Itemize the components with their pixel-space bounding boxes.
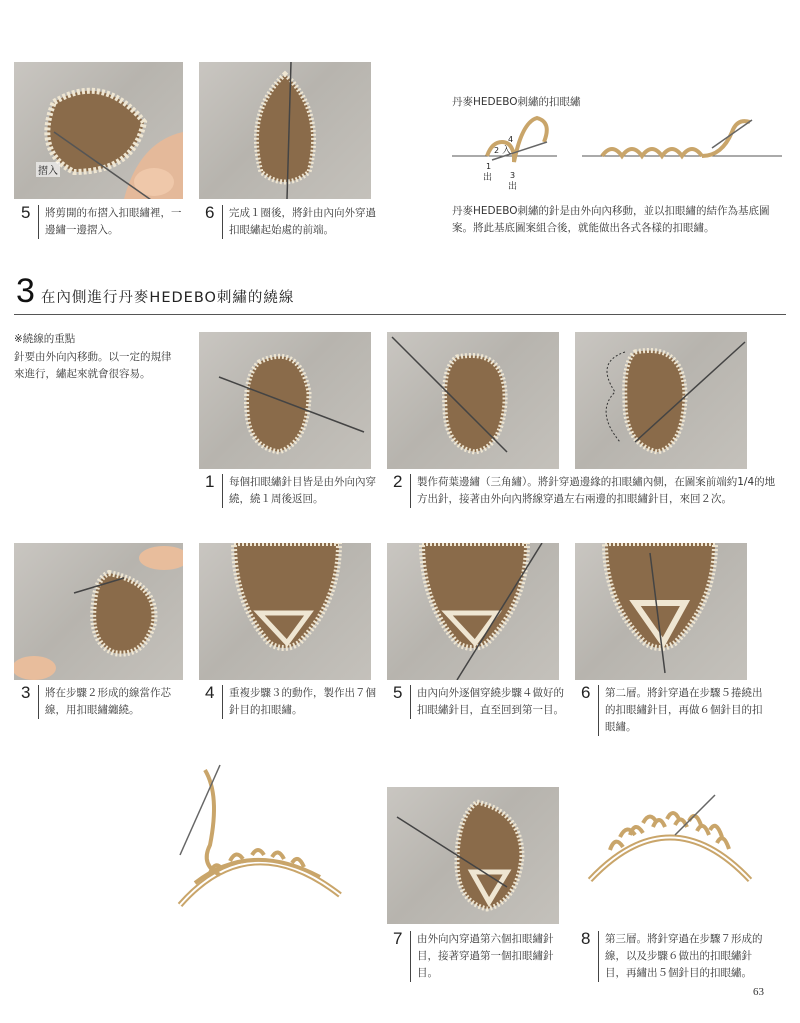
note-body: 針要由外向內移動。以一定的規律來進行，繡起來就會很容易。 <box>14 351 172 380</box>
step-number: 4 <box>205 683 215 702</box>
diagram-description: 丹麥HEDEBO刺繡的針是由外向內移動，並以扣眼繡的結作為基底圖案。將此基底圖案組合後，就能做出各式各樣的扣眼繡。 <box>452 205 770 234</box>
step-2 <box>393 472 781 508</box>
step-8 <box>581 929 767 982</box>
step-text: 由內向外逐個穿繞步驟４做好的扣眼繡針目，直至回到第一目。 <box>417 687 564 716</box>
step-text: 第三層。將針穿過在步驟７形成的線，以及步驟６做出的扣眼繡針目，再繡出５個針目的扣眼繡。 <box>605 933 763 979</box>
stitch-diagram-right <box>575 775 765 925</box>
step-number: 5 <box>21 203 31 222</box>
step-number: 6 <box>205 203 215 222</box>
step-number: 1 <box>205 472 215 491</box>
step-5 <box>393 683 567 719</box>
photo-step-2b <box>575 332 747 469</box>
page-number: 63 <box>753 986 764 998</box>
photo-step-1 <box>199 332 371 469</box>
step-number: 3 <box>21 683 31 702</box>
step-number: 2 <box>393 472 403 491</box>
diagram-label-out-1: 出 <box>483 173 493 183</box>
photo-top-step-6 <box>199 62 371 199</box>
diagram-label-2: 2 <box>494 146 500 155</box>
diagram-label-3: 3 <box>510 171 516 180</box>
step-number: 8 <box>581 929 591 948</box>
photo-step-7 <box>387 787 559 924</box>
photo-step-5 <box>387 543 559 680</box>
step-top-6 <box>205 203 377 239</box>
buttonhole-stitch-diagram <box>452 112 782 192</box>
step-text: 第二層。將針穿過在步驟５捲繞出的扣眼繡針目，再做６個針目的扣眼繡。 <box>605 687 763 733</box>
diagram-label-1: 1 <box>486 162 492 171</box>
step-text: 製作荷葉邊繡（三角繡）。將針穿過邊緣的扣眼繡內側，在圖案前端約1/4的地方出針，接著由外向內將線穿過左右兩邊的扣眼繡針目，來回２次。 <box>417 476 776 505</box>
stitch-diagram-left <box>160 755 360 920</box>
step-7 <box>393 929 569 982</box>
diagram-label-out-3: 出 <box>508 182 518 192</box>
step-text: 完成１圈後，將針由內向外穿過扣眼繡起始處的前端。 <box>229 207 376 236</box>
section-heading <box>16 272 294 311</box>
photo-step-6 <box>575 543 747 680</box>
step-text: 將剪開的布摺入扣眼繡裡，一邊繡一邊摺入。 <box>45 207 182 236</box>
step-number: 5 <box>393 683 403 702</box>
diagram-label-in: 入 <box>502 146 512 156</box>
step-6 <box>581 683 771 736</box>
step-1 <box>205 472 379 508</box>
step-top-5 <box>21 203 191 239</box>
section-divider <box>14 314 786 315</box>
step-text: 每個扣眼繡針目皆是由外向內穿繞，繞１周後返回。 <box>229 476 376 505</box>
photo-top-step-5 <box>14 62 183 199</box>
step-text: 將在步驟２形成的線當作芯線，用扣眼繡纏繞。 <box>45 687 171 716</box>
diagram-label-4: 4 <box>508 135 514 144</box>
note-title: ※繞線的重點 <box>14 333 76 345</box>
section-title: 在內側進行丹麥HEDEBO刺繡的繞線 <box>40 290 295 306</box>
step-number: 7 <box>393 929 403 948</box>
photo-step-2 <box>387 332 559 469</box>
step-3 <box>21 683 191 719</box>
step-text: 重複步驟３的動作，製作出７個針目的扣眼繡。 <box>229 687 376 716</box>
photo-step-4 <box>199 543 371 680</box>
photo-step-3 <box>14 543 183 680</box>
diagram-title: 丹麥HEDEBO刺繡的扣眼繡 <box>452 96 581 108</box>
photo-label-fold-in: 摺入 <box>36 162 60 177</box>
step-text: 由外向內穿過第六個扣眼繡針目，接著穿過第一個扣眼繡針目。 <box>417 933 554 979</box>
step-number: 6 <box>581 683 591 702</box>
section-number: 3 <box>16 272 35 310</box>
step-4 <box>205 683 379 719</box>
